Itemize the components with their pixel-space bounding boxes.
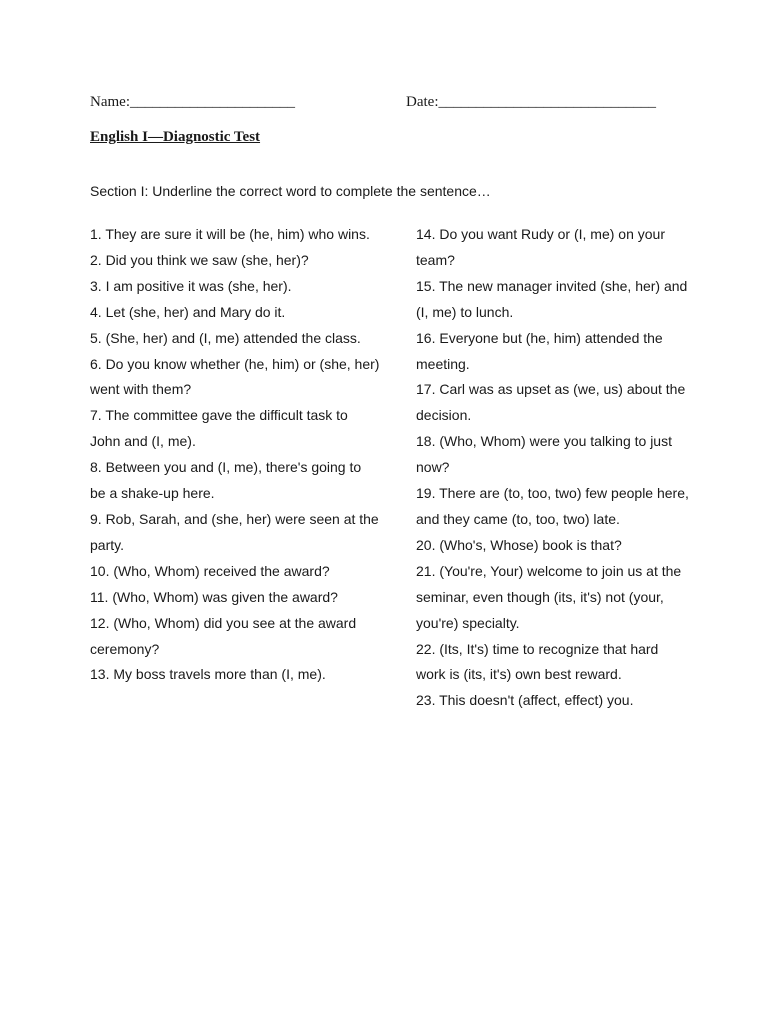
question-item: 11. (Who, Whom) was given the award? — [90, 588, 338, 605]
question-item: 7. The committee gave the difficult task to John and (I, me). — [90, 407, 348, 450]
question-item: 20. (Who's, Whose) book is that? — [416, 536, 622, 553]
date-field: Date:_____________________________ — [406, 94, 656, 110]
question-list-right — [416, 222, 691, 714]
section-instruction: Section I: Underline the correct word to complete the sentence… — [90, 183, 491, 199]
question-item: 16. Everyone but (he, him) attended the meeting. — [416, 329, 663, 372]
question-item: 2. Did you think we saw (she, her)? — [90, 251, 309, 268]
question-item: 10. (Who, Whom) received the award? — [90, 562, 330, 579]
question-item: 9. Rob, Sarah, and (she, her) were seen at the party. — [90, 510, 379, 553]
page-title: English I—Diagnostic Test — [90, 129, 261, 145]
question-item: 23. This doesn't (affect, effect) you. — [416, 692, 634, 709]
question-item: 17. Carl was as upset as (we, us) about the decision. — [416, 381, 686, 424]
question-item: 6. Do you know whether (he, him) or (she, her) went with them? — [90, 355, 380, 398]
question-item: 8. Between you and (I, me), there's going to be a shake-up here. — [90, 459, 362, 502]
question-item: 15. The new manager invited (she, her) and (I, me) to lunch. — [416, 277, 688, 320]
question-item: 13. My boss travels more than (I, me). — [90, 666, 326, 683]
question-item: 21. (You're, Your) welcome to join us at the seminar, even though (its, it's) not (your, you're) specialty. — [416, 562, 682, 631]
question-item: 5. (She, her) and (I, me) attended the class. — [90, 329, 361, 346]
question-item: 3. I am positive it was (she, her). — [90, 277, 292, 294]
question-list-left — [90, 222, 380, 688]
question-item: 14. Do you want Rudy or (I, me) on your team? — [416, 226, 665, 268]
question-item: 18. (Who, Whom) were you talking to just now? — [416, 433, 672, 476]
question-item: 4. Let (she, her) and Mary do it. — [90, 303, 286, 320]
question-item: 19. There are (to, too, two) few people here, and they came (to, too, two) late. — [416, 485, 689, 527]
name-field: Name:______________________ — [90, 94, 295, 110]
question-item: 22. (Its, It's) time to recognize that hard work is (its, it's) own best reward. — [416, 640, 659, 683]
question-item: 1. They are sure it will be (he, him) who wins. — [90, 226, 370, 242]
question-item: 12. (Who, Whom) did you see at the award ceremony? — [90, 614, 357, 657]
